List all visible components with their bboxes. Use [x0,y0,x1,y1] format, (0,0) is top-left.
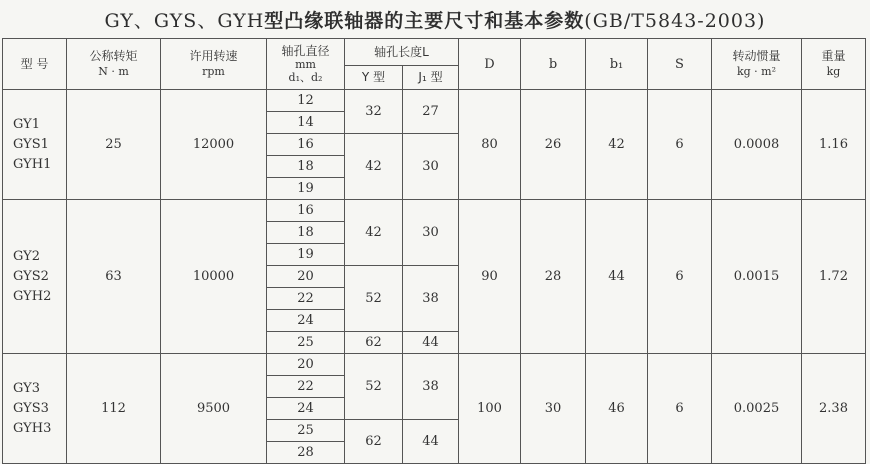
bore-diameter: 16 [267,200,345,222]
table-row [3,200,866,222]
y-length: 52 [345,266,403,332]
header-model: 型 号 [3,39,67,90]
speed-value: 10000 [161,200,267,354]
page-title [0,6,870,33]
weight-value: 1.16 [802,90,866,200]
bore-diameter: 24 [267,398,345,420]
j1-length: 44 [403,332,459,354]
j1-length: 38 [403,354,459,420]
bore-diameter: 14 [267,112,345,134]
header-D: D [459,39,521,90]
torque-value: 25 [67,90,161,200]
torque-value: 112 [67,354,161,464]
model-names: GY1 GYS1 GYH1 [3,90,67,200]
j1-length: 30 [403,200,459,266]
inertia-value: 0.0008 [712,90,802,200]
torque-value: 63 [67,200,161,354]
coupling-spec-table [2,38,866,464]
bore-diameter: 20 [267,266,345,288]
bore-diameter: 28 [267,442,345,464]
S-value: 6 [648,90,712,200]
y-length: 52 [345,354,403,420]
y-length: 62 [345,332,403,354]
y-length: 42 [345,134,403,200]
header-b1: b₁ [586,39,648,90]
header-b: b [521,39,586,90]
j1-length: 30 [403,134,459,200]
bore-diameter: 24 [267,310,345,332]
b1-value: 46 [586,354,648,464]
table-row [3,354,866,376]
bore-diameter: 22 [267,376,345,398]
y-length: 32 [345,90,403,134]
bore-diameter: 19 [267,178,345,200]
model-names: GY2 GYS2 GYH2 [3,200,67,354]
b1-value: 44 [586,200,648,354]
S-value: 6 [648,354,712,464]
header-inertia: 转动惯量 kg · m² [712,39,802,90]
header-bore-diameter: 轴孔直径 mm d₁、d₂ [267,39,345,90]
title-standard: (GB/T5843-2003) [584,10,766,32]
b1-value: 42 [586,90,648,200]
inertia-value: 0.0025 [712,354,802,464]
bore-diameter: 12 [267,90,345,112]
speed-value: 9500 [161,354,267,464]
header-j1-type: J₁ 型 [403,66,459,90]
bore-diameter: 19 [267,244,345,266]
bore-diameter: 22 [267,288,345,310]
speed-value: 12000 [161,90,267,200]
header-S: S [648,39,712,90]
y-length: 42 [345,200,403,266]
D-value: 100 [459,354,521,464]
j1-length: 27 [403,90,459,134]
inertia-value: 0.0015 [712,200,802,354]
b-value: 28 [521,200,586,354]
header-weight: 重量 kg [802,39,866,90]
bore-diameter: 16 [267,134,345,156]
D-value: 90 [459,200,521,354]
y-length: 62 [345,420,403,464]
header-torque: 公称转矩 N · m [67,39,161,90]
b-value: 30 [521,354,586,464]
S-value: 6 [648,200,712,354]
header-bore-length: 轴孔长度L [345,39,459,66]
title-description: 型凸缘联轴器的主要尺寸和基本参数 [264,10,585,32]
D-value: 80 [459,90,521,200]
model-names: GY3 GYS3 GYH3 [3,354,67,464]
b-value: 26 [521,90,586,200]
j1-length: 44 [403,420,459,464]
title-model-series: GY、GYS、GYH [104,10,265,32]
table-row [3,90,866,112]
j1-length: 38 [403,266,459,332]
bore-diameter: 20 [267,354,345,376]
bore-diameter: 18 [267,156,345,178]
header-y-type: Y 型 [345,66,403,90]
header-speed: 许用转速 rpm [161,39,267,90]
weight-value: 1.72 [802,200,866,354]
bore-diameter: 25 [267,332,345,354]
weight-value: 2.38 [802,354,866,464]
bore-diameter: 25 [267,420,345,442]
bore-diameter: 18 [267,222,345,244]
